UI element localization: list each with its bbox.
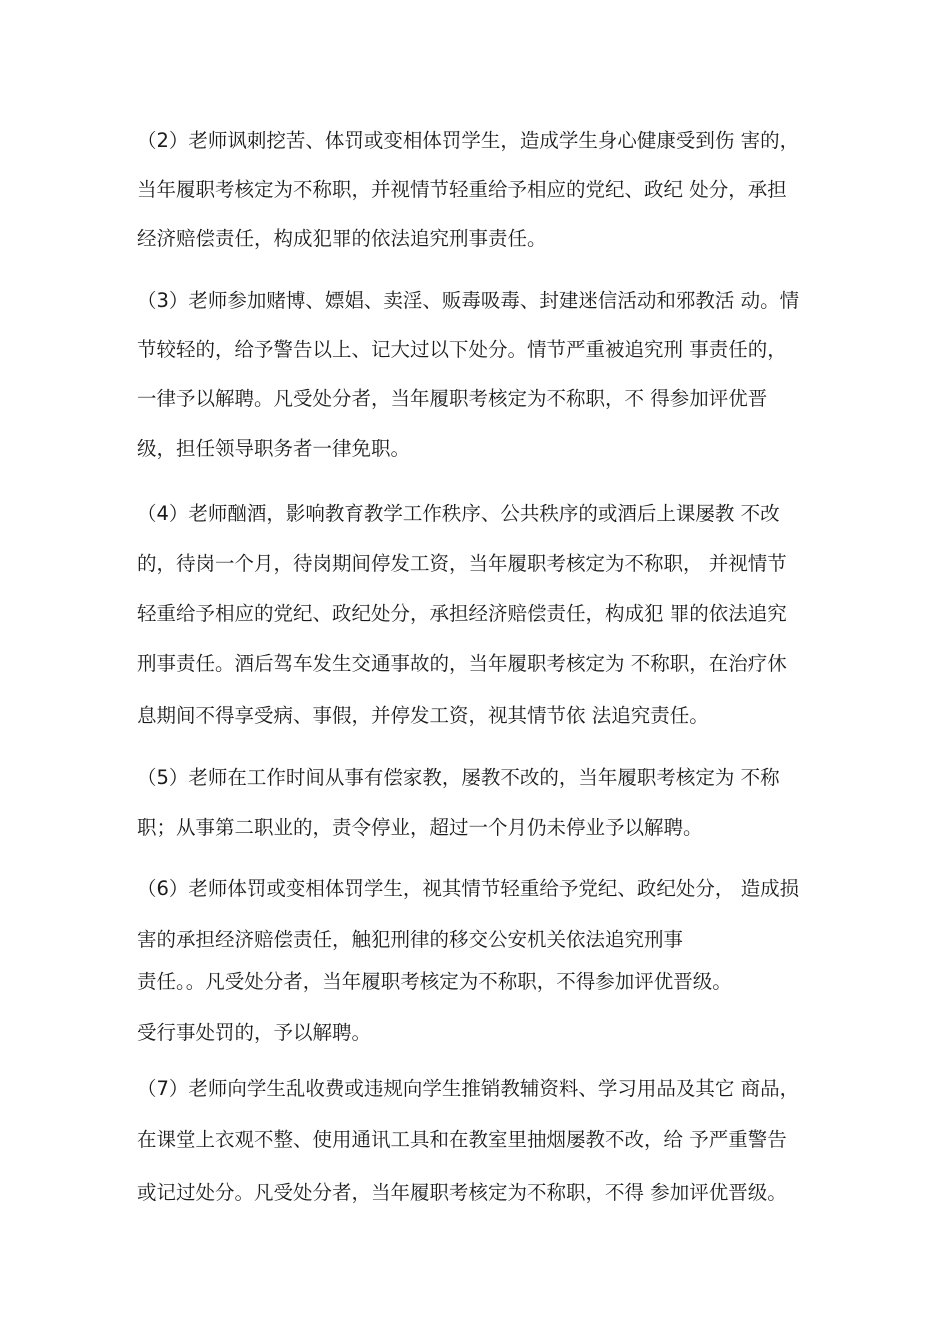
text-line: 职；从事第二职业的，责令停业，超过一个月仍未停业予以解聘。	[137, 816, 703, 839]
text-line: （4）老师酗酒，影响教育教学工作秩序、公共秩序的或酒后上课屡教 不改	[137, 502, 780, 525]
text-line: 责任。。凡受处分者，当年履职考核定为不称职，不得参加评优晋级。	[137, 970, 732, 993]
text-line: 经济赔偿责任，构成犯罪的依法追究刑事责任。	[137, 227, 547, 250]
text-line: 轻重给予相应的党纪、政纪处分，承担经济赔偿责任，构成犯 罪的依法追究	[137, 602, 787, 625]
text-line: （2）老师讽刺挖苦、体罚或变相体罚学生，造成学生身心健康受到伤 害的，	[137, 129, 800, 152]
text-line: （6）老师体罚或变相体罚学生，视其情节轻重给予党纪、政纪处分， 造成损	[137, 877, 800, 900]
text-line: 或记过处分。凡受处分者，当年履职考核定为不称职，不得 参加评优晋级。	[137, 1181, 787, 1204]
text-line: 在课堂上衣观不整、使用通讯工具和在教室里抽烟屡教不改，给 予严重警告	[137, 1128, 787, 1151]
text-line: 害的承担经济赔偿责任，触犯刑律的移交公安机关依法追究刑事	[137, 928, 684, 951]
text-line: 当年履职考核定为不称职，并视情节轻重给予相应的党纪、政纪 处分，承担	[137, 178, 787, 201]
text-line: （5）老师在工作时间从事有偿家教，屡教不改的，当年履职考核定为 不称	[137, 766, 780, 789]
text-line: （7）老师向学生乱收费或违规向学生推销教辅资料、学习用品及其它 商品，	[137, 1077, 800, 1100]
text-line: 息期间不得享受病、事假，并停发工资，视其情节依 法追究责任。	[137, 704, 709, 727]
text-line: 刑事责任。酒后驾车发生交通事故的，当年履职考核定为 不称职，在治疗休	[137, 652, 787, 675]
text-line: 级，担任领导职务者一律免职。	[137, 437, 411, 460]
text-line: （3）老师参加赌博、嫖娼、卖淫、贩毒吸毒、封建迷信活动和邪教活 动。情	[137, 289, 800, 312]
text-line: 的，待岗一个月，待岗期间停发工资，当年履职考核定为不称职， 并视情节	[137, 552, 787, 575]
text-line: 一律予以解聘。凡受处分者，当年履职考核定为不称职，不 得参加评优晋	[137, 387, 768, 410]
text-line: 节较轻的，给予警告以上、记大过以下处分。情节严重被追究刑 事责任的，	[137, 338, 787, 361]
text-line: 受行事处罚的，予以解聘。	[137, 1021, 372, 1044]
